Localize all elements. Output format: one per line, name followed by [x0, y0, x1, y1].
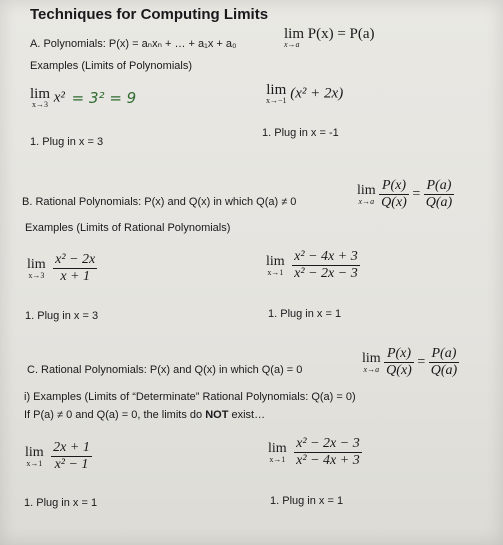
section-b-example-1 — [27, 252, 97, 285]
rule-result-denominator: Q(a) — [425, 195, 453, 210]
section-a-heading: A. Polynomials: P(x) = aₙxₙ + … + a₁x + a₀ — [30, 38, 237, 50]
rule-numerator: P(x) — [384, 346, 414, 363]
section-c-example-2 — [268, 436, 362, 469]
equals-sign: = — [417, 354, 426, 370]
section-b-example-2-step: 1. Plug in x = 1 — [268, 308, 342, 320]
section-c-example-1 — [25, 440, 92, 473]
equals-sign: = — [412, 186, 421, 202]
limit-operator: lim — [362, 350, 381, 366]
limit-operator: lim — [266, 82, 287, 98]
limit-operator: lim — [268, 440, 287, 456]
rule-result-numerator: P(a) — [424, 178, 454, 195]
section-b-example-1-step: 1. Plug in x = 3 — [25, 310, 99, 322]
section-c-rule — [362, 346, 459, 379]
example-numerator: x² − 2x − 3 — [296, 436, 360, 451]
section-a-example-2-expr: (x² + 2x) — [290, 85, 344, 102]
example-denominator: x² − 4x + 3 — [296, 453, 360, 468]
example-denominator: x² − 2x − 3 — [294, 266, 358, 281]
section-a-rule-text: lim P(x) = P(a) — [284, 26, 375, 42]
page-title: Techniques for Computing Limits — [30, 6, 269, 23]
section-b-example-2 — [266, 249, 360, 282]
rule-result-denominator: Q(a) — [430, 363, 458, 378]
section-c-example-1-step: 1. Plug in x = 1 — [24, 497, 98, 509]
limit-approach: x→1 — [269, 454, 286, 464]
section-c-subheading: i) Examples (Limits of “Determinate” Rational Polynomials: Q(a) = 0) — [24, 391, 356, 403]
condition-suffix: exist… — [228, 409, 266, 421]
condition-emphasis: NOT — [205, 409, 229, 421]
limit-approach: x→−1 — [266, 96, 287, 105]
limit-approach: x→3 — [28, 270, 45, 280]
limit-operator: lim — [266, 253, 285, 269]
example-numerator: x² − 2x — [55, 252, 96, 267]
section-a-examples-label: Examples (Limits of Polynomials) — [30, 60, 192, 72]
section-a-example-2 — [266, 83, 343, 105]
limit-approach: x→a — [358, 196, 375, 206]
limit-operator: lim — [25, 444, 44, 460]
condition-prefix: If P(a) ≠ 0 and Q(a) = 0, the limits do — [24, 409, 206, 421]
example-numerator: x² − 4x + 3 — [294, 249, 358, 264]
limit-operator: lim — [27, 256, 46, 272]
limit-approach: x→3 — [32, 100, 48, 109]
handwritten-answer: = 3² = 9 — [71, 89, 137, 107]
section-a-example-1-expr: x² — [53, 89, 65, 106]
rule-numerator: P(x) — [379, 178, 409, 195]
section-c-example-2-step: 1. Plug in x = 1 — [270, 495, 344, 507]
example-denominator: x + 1 — [60, 269, 91, 284]
section-b-heading: B. Rational Polynomials: P(x) and Q(x) in which Q(a) ≠ 0 — [22, 196, 297, 208]
section-a-example-1-step: 1. Plug in x = 3 — [30, 136, 104, 148]
section-c-condition — [24, 409, 265, 421]
section-a-rule-sub: x→a — [284, 40, 300, 49]
section-a-example-2-step: 1. Plug in x = -1 — [262, 127, 339, 139]
limit-approach: x→1 — [267, 267, 284, 277]
section-c-heading: C. Rational Polynomials: P(x) and Q(x) in which Q(a) = 0 — [27, 364, 303, 376]
section-b-examples-label: Examples (Limits of Rational Polynomials) — [25, 222, 231, 234]
rule-denominator: Q(x) — [386, 363, 412, 378]
section-a-rule — [284, 27, 375, 49]
example-denominator: x² − 1 — [54, 457, 89, 472]
section-b-rule — [357, 178, 454, 211]
section-a-example-1 — [30, 87, 136, 109]
limit-operator: lim — [30, 86, 51, 102]
limit-approach: x→1 — [26, 458, 43, 468]
example-numerator: 2x + 1 — [53, 440, 90, 455]
rule-denominator: Q(x) — [381, 195, 407, 210]
rule-result-numerator: P(a) — [429, 346, 459, 363]
limit-approach: x→a — [363, 364, 380, 374]
limit-operator: lim — [357, 182, 376, 198]
